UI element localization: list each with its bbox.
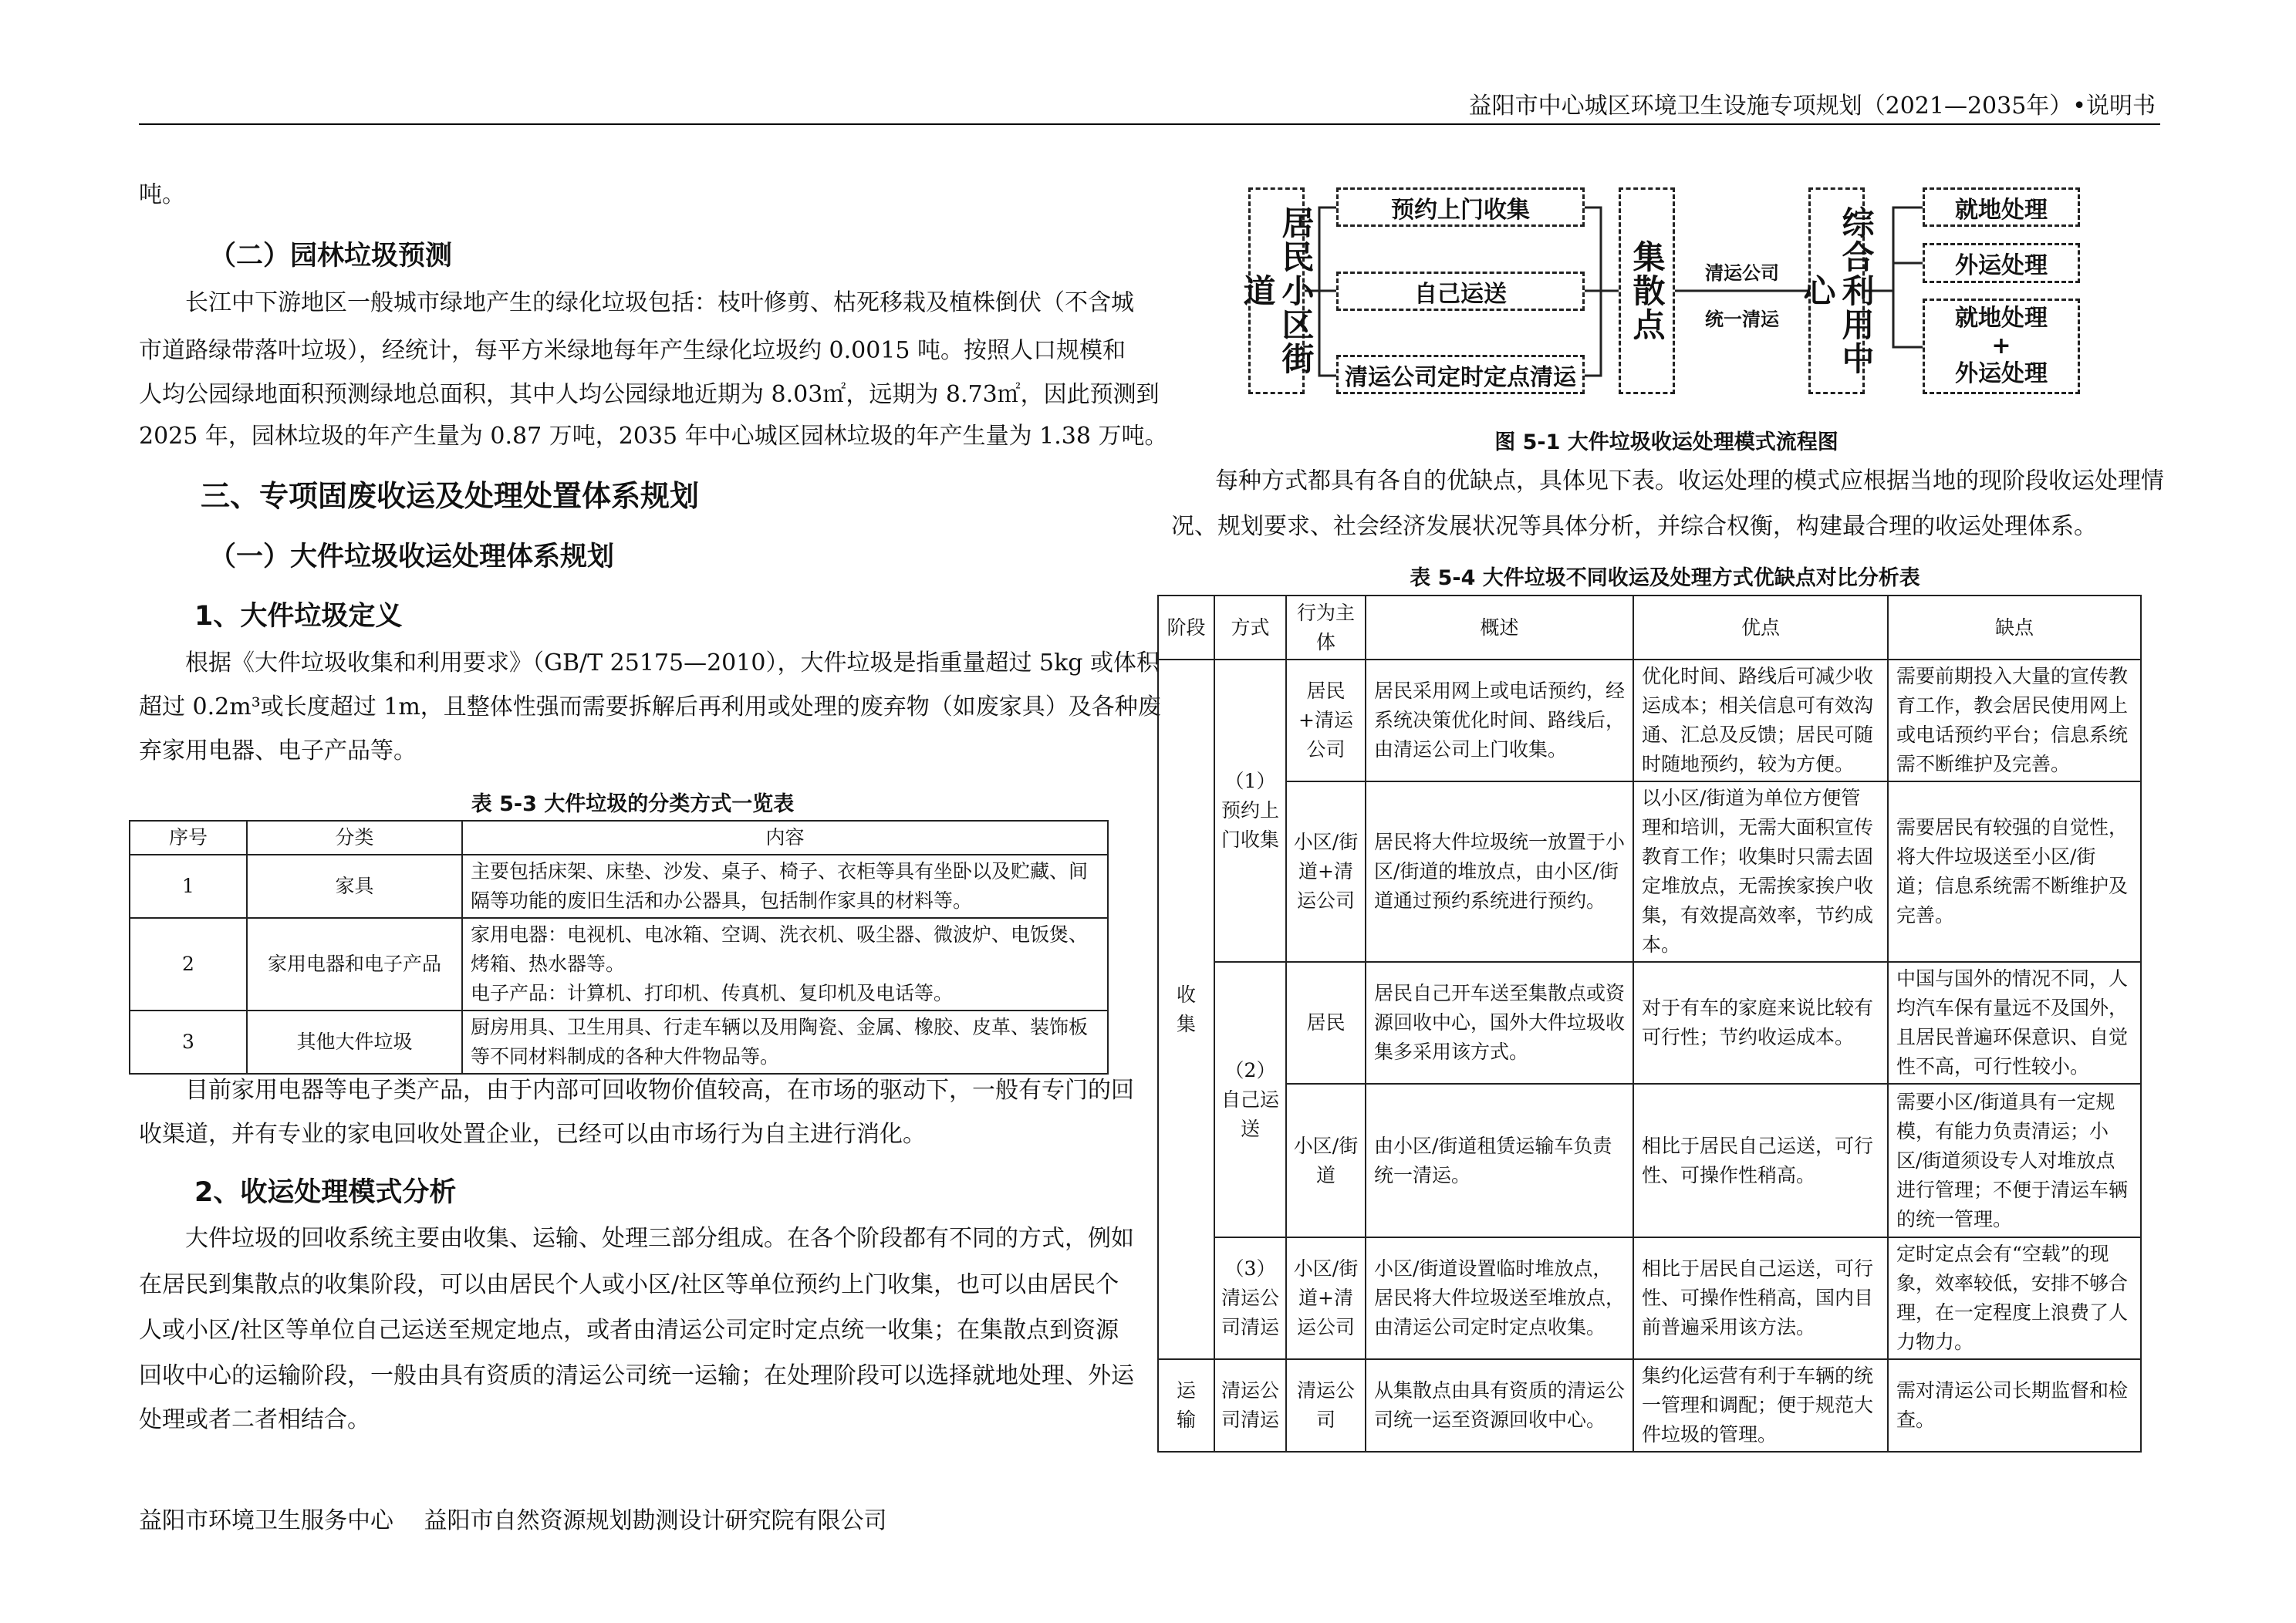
paragraph-line: 长江中下游地区一般城市绿地产生的绿化垃圾包括：枝叶修剪、枯死移栽及植株倒伏（不含城 bbox=[185, 289, 1134, 316]
table-row bbox=[1158, 781, 2141, 962]
heading-section-3: 三、专项固废收运及处理处置体系规划 bbox=[201, 479, 700, 513]
pros-cell: 集约化运营有利于车辆的统一管理和调配；便于规范大件垃圾的管理。 bbox=[1633, 1359, 1888, 1452]
heading-bulky-waste-system: （一）大件垃圾收运处理体系规划 bbox=[209, 542, 615, 572]
plus-sign: + bbox=[1991, 332, 2011, 359]
cons-cell: 需对清运公司长期监督和检查。 bbox=[1888, 1359, 2141, 1452]
paragraph-line: 人或小区/社区等单位自己运送至规定地点，或者由清运公司定时定点统一收集；在集散点到资源 bbox=[139, 1317, 1119, 1344]
paragraph-line: 每种方式都具有各自的优缺点，具体见下表。收运处理的模式应根据当地的现阶段收运处理情 bbox=[1215, 467, 2164, 494]
cons-cell: 中国与国外的情况不同，人均汽车保有量远不及国外，且居民普遍环保意识、自觉性不高，可行性较小。 bbox=[1888, 962, 2141, 1084]
paragraph-line: 在居民到集散点的收集阶段，可以由居民个人或小区/社区等单位预约上门收集，也可以由居民个 bbox=[139, 1271, 1119, 1298]
method-box: 清运公司定时定点清运 bbox=[1336, 355, 1585, 394]
actor-cell: 居民+清运公司 bbox=[1286, 660, 1366, 781]
table-header: 优点 bbox=[1633, 596, 1888, 660]
paragraph-line: 况、规划要求、社会经济发展状况等具体分析，并综合权衡，构建最合理的收运处理体系。 bbox=[1171, 513, 2097, 540]
actor-cell: 清运公司 bbox=[1286, 1359, 1366, 1452]
paragraph-line: 根据《大件垃圾收集和利用要求》（GB/T 25175—2010），大件垃圾是指重量超过 5kg 或体积 bbox=[185, 650, 1160, 677]
content-line: 家用电器：电视机、电冰箱、空调、洗衣机、吸尘器、微波炉、电饭煲、烤箱、热水器等。 bbox=[471, 923, 1089, 975]
table-header: 分类 bbox=[247, 821, 462, 855]
heading-definition: 1、大件垃圾定义 bbox=[194, 601, 403, 632]
table-row bbox=[130, 855, 1108, 918]
running-header: 益阳市中心城区环境卫生设施专项规划（2021—2035年）•说明书 bbox=[1468, 93, 2156, 120]
pros-cell: 以小区/街道为单位方便管理和培训，无需大面积宣传教育工作；收集时只需去固定堆放点，无需挨家挨户收集，有效提高效率，节约成本。 bbox=[1633, 781, 1888, 962]
pros-cell: 优化时间、路线后可减少收运成本；相关信息可有效沟通、汇总及反馈；居民可随时随地预约，较为方便。 bbox=[1633, 660, 1888, 781]
actor-cell: 小区/街道+清运公司 bbox=[1286, 1237, 1366, 1359]
stage-cell: 运输 bbox=[1158, 1359, 1214, 1452]
table-5-3-caption: 表 5-3 大件垃圾的分类方式一览表 bbox=[471, 792, 795, 816]
mode-cell: （2）自己运送 bbox=[1214, 962, 1286, 1237]
cons-cell: 需要小区/街道具有一定规模，有能力负责清运；小区/街道须设专人对堆放点进行管理；不便于清运车辆的统一管理。 bbox=[1888, 1084, 2141, 1237]
paragraph-line: 回收中心的运输阶段，一般由具有资质的清运公司统一运输；在处理阶段可以选择就地处理、外运 bbox=[139, 1362, 1134, 1389]
table-header: 缺点 bbox=[1888, 596, 2141, 660]
figure-5-1-caption: 图 5-1 大件垃圾收运处理模式流程图 bbox=[1494, 430, 1838, 454]
source-residential-box: 居民小区街道 bbox=[1248, 187, 1305, 394]
desc-cell: 居民采用网上或电话预约，经系统决策优化时间、路线后，由清运公司上门收集。 bbox=[1366, 660, 1633, 781]
cell-no: 3 bbox=[130, 1011, 247, 1074]
table-row bbox=[130, 1011, 1108, 1074]
table-5-4 bbox=[1157, 595, 2142, 1453]
table-row bbox=[130, 918, 1108, 1011]
cell-content: 厨房用具、卫生用具、行走车辆以及用陶瓷、金属、橡胶、皮革、装饰板等不同材料制成的各种大件物品等。 bbox=[462, 1011, 1108, 1074]
pros-cell: 相比于居民自己运送，可行性、可操作性稍高，国内目前普遍采用该方法。 bbox=[1633, 1237, 1888, 1359]
table-5-3 bbox=[129, 820, 1109, 1075]
paragraph-line: 市道路绿带落叶垃圾），经统计，每平方米绿地每年产生绿化垃圾约 0.0015 吨。按照人口规模和 bbox=[139, 337, 1126, 364]
transport-label: 统一清运 bbox=[1705, 309, 1779, 330]
desc-cell: 从集散点由具有资质的清运公司统一运至资源回收中心。 bbox=[1366, 1359, 1633, 1452]
page-footer: 益阳市环境卫生服务中心 益阳市自然资源规划勘测设计研究院有限公司 bbox=[139, 1507, 887, 1534]
desc-cell: 居民自己开车送至集散点或资源回收中心，国外大件垃圾收集多采用该方式。 bbox=[1366, 962, 1633, 1084]
method-box: 自己运送 bbox=[1336, 272, 1585, 311]
outcome-line: 外运处理 bbox=[1955, 360, 2048, 387]
mode-cell: （3）清运公司清运 bbox=[1214, 1237, 1286, 1359]
paragraph-line: 人均公园绿地面积预测绿地总面积，其中人均公园绿地近期为 8.03㎡，远期为 8.73㎡，因此预测到 bbox=[139, 381, 1160, 408]
outcome-box: 外运处理 bbox=[1923, 243, 2080, 283]
stage-cell: 收集 bbox=[1158, 660, 1214, 1359]
cell-content bbox=[462, 918, 1108, 1011]
cell-content: 主要包括床架、床垫、沙发、桌子、椅子、衣柜等具有坐卧以及贮藏、间隔等功能的废旧生活和办公器具，包括制作家具的材料等。 bbox=[462, 855, 1108, 918]
header-rule bbox=[139, 123, 2160, 125]
paragraph-line: 处理或者二者相结合。 bbox=[139, 1406, 370, 1433]
text-line: 吨。 bbox=[139, 181, 185, 208]
table-header: 概述 bbox=[1366, 596, 1633, 660]
table-row bbox=[1158, 1359, 2141, 1452]
table-5-4-caption: 表 5-4 大件垃圾不同收运及处理方式优缺点对比分析表 bbox=[1410, 566, 1920, 590]
cell-category: 家具 bbox=[247, 855, 462, 918]
desc-cell: 居民将大件垃圾统一放置于小区/街道的堆放点，由小区/街道通过预约系统进行预约。 bbox=[1366, 781, 1633, 962]
paragraph-line: 弃家用电器、电子产品等。 bbox=[139, 737, 417, 764]
cell-category: 其他大件垃圾 bbox=[247, 1011, 462, 1074]
cell-category: 家用电器和电子产品 bbox=[247, 918, 462, 1011]
heading-garden-waste: （二）园林垃圾预测 bbox=[209, 241, 453, 272]
actor-cell: 小区/街道+清运公司 bbox=[1286, 781, 1366, 962]
pros-cell: 对于有车的家庭来说比较有可行性；节约收运成本。 bbox=[1633, 962, 1888, 1084]
table-row bbox=[1158, 660, 2141, 781]
paragraph-line: 目前家用电器等电子类产品，由于内部可回收物价值较高，在市场的驱动下，一般有专门的回 bbox=[185, 1077, 1134, 1104]
mode-cell: （1）预约上门收集 bbox=[1214, 660, 1286, 962]
cons-cell: 需要居民有较强的自觉性，将大件垃圾送至小区/街道；信息系统需不断维护及完善。 bbox=[1888, 781, 2141, 962]
outcome-box: 就地处理 bbox=[1923, 187, 2080, 227]
cell-no: 2 bbox=[130, 918, 247, 1011]
mode-cell: 清运公司清运 bbox=[1214, 1359, 1286, 1452]
actor-cell: 居民 bbox=[1286, 962, 1366, 1084]
actor-cell: 小区/街道 bbox=[1286, 1084, 1366, 1237]
desc-cell: 小区/街道设置临时堆放点，居民将大件垃圾送至堆放点，由清运公司定时定点收集。 bbox=[1366, 1237, 1633, 1359]
paragraph-line: 超过 0.2m³或长度超过 1m，且整体性强而需要拆解后再利用或处理的废弃物（如废家具）及各种废 bbox=[139, 693, 1161, 720]
transport-label: 清运公司 bbox=[1705, 262, 1779, 284]
paragraph-line: 收渠道，并有专业的家电回收处置企业，已经可以由市场行为自主进行消化。 bbox=[139, 1121, 926, 1148]
paragraph-line: 大件垃圾的回收系统主要由收集、运输、处理三部分组成。在各个阶段都有不同的方式，例如 bbox=[185, 1225, 1134, 1252]
paragraph-line: 2025 年，园林垃圾的年产生量为 0.87 万吨，2035 年中心城区园林垃圾的年产生量为 1.38 万吨。 bbox=[139, 423, 1168, 450]
cell-no: 1 bbox=[130, 855, 247, 918]
outcome-combined-box bbox=[1923, 299, 2080, 394]
pros-cell: 相比于居民自己运送，可行性、可操作性稍高。 bbox=[1633, 1084, 1888, 1237]
table-header: 阶段 bbox=[1158, 596, 1214, 660]
heading-mode-analysis: 2、收运处理模式分析 bbox=[194, 1177, 457, 1208]
table-header: 内容 bbox=[462, 821, 1108, 855]
outcome-line: 就地处理 bbox=[1955, 305, 2048, 332]
utilization-center-box: 综合利用中心 bbox=[1808, 187, 1865, 394]
table-row bbox=[1158, 1237, 2141, 1359]
content-line: 电子产品：计算机、打印机、传真机、复印机及电话等。 bbox=[471, 982, 954, 1004]
cons-cell: 需要前期投入大量的宣传教育工作，教会居民使用网上或电话预约平台；信息系统需不断维护及完善。 bbox=[1888, 660, 2141, 781]
table-header: 方式 bbox=[1214, 596, 1286, 660]
desc-cell: 由小区/街道租赁运输车负责统一清运。 bbox=[1366, 1084, 1633, 1237]
table-row bbox=[1158, 1084, 2141, 1237]
table-row bbox=[1158, 962, 2141, 1084]
table-header: 行为主体 bbox=[1286, 596, 1366, 660]
table-header: 序号 bbox=[130, 821, 247, 855]
cons-cell: 定时定点会有“空载”的现象，效率较低，安排不够合理，在一定程度上浪费了人力物力。 bbox=[1888, 1237, 2141, 1359]
method-box: 预约上门收集 bbox=[1336, 187, 1585, 227]
collection-point-box: 集散点 bbox=[1619, 187, 1675, 394]
